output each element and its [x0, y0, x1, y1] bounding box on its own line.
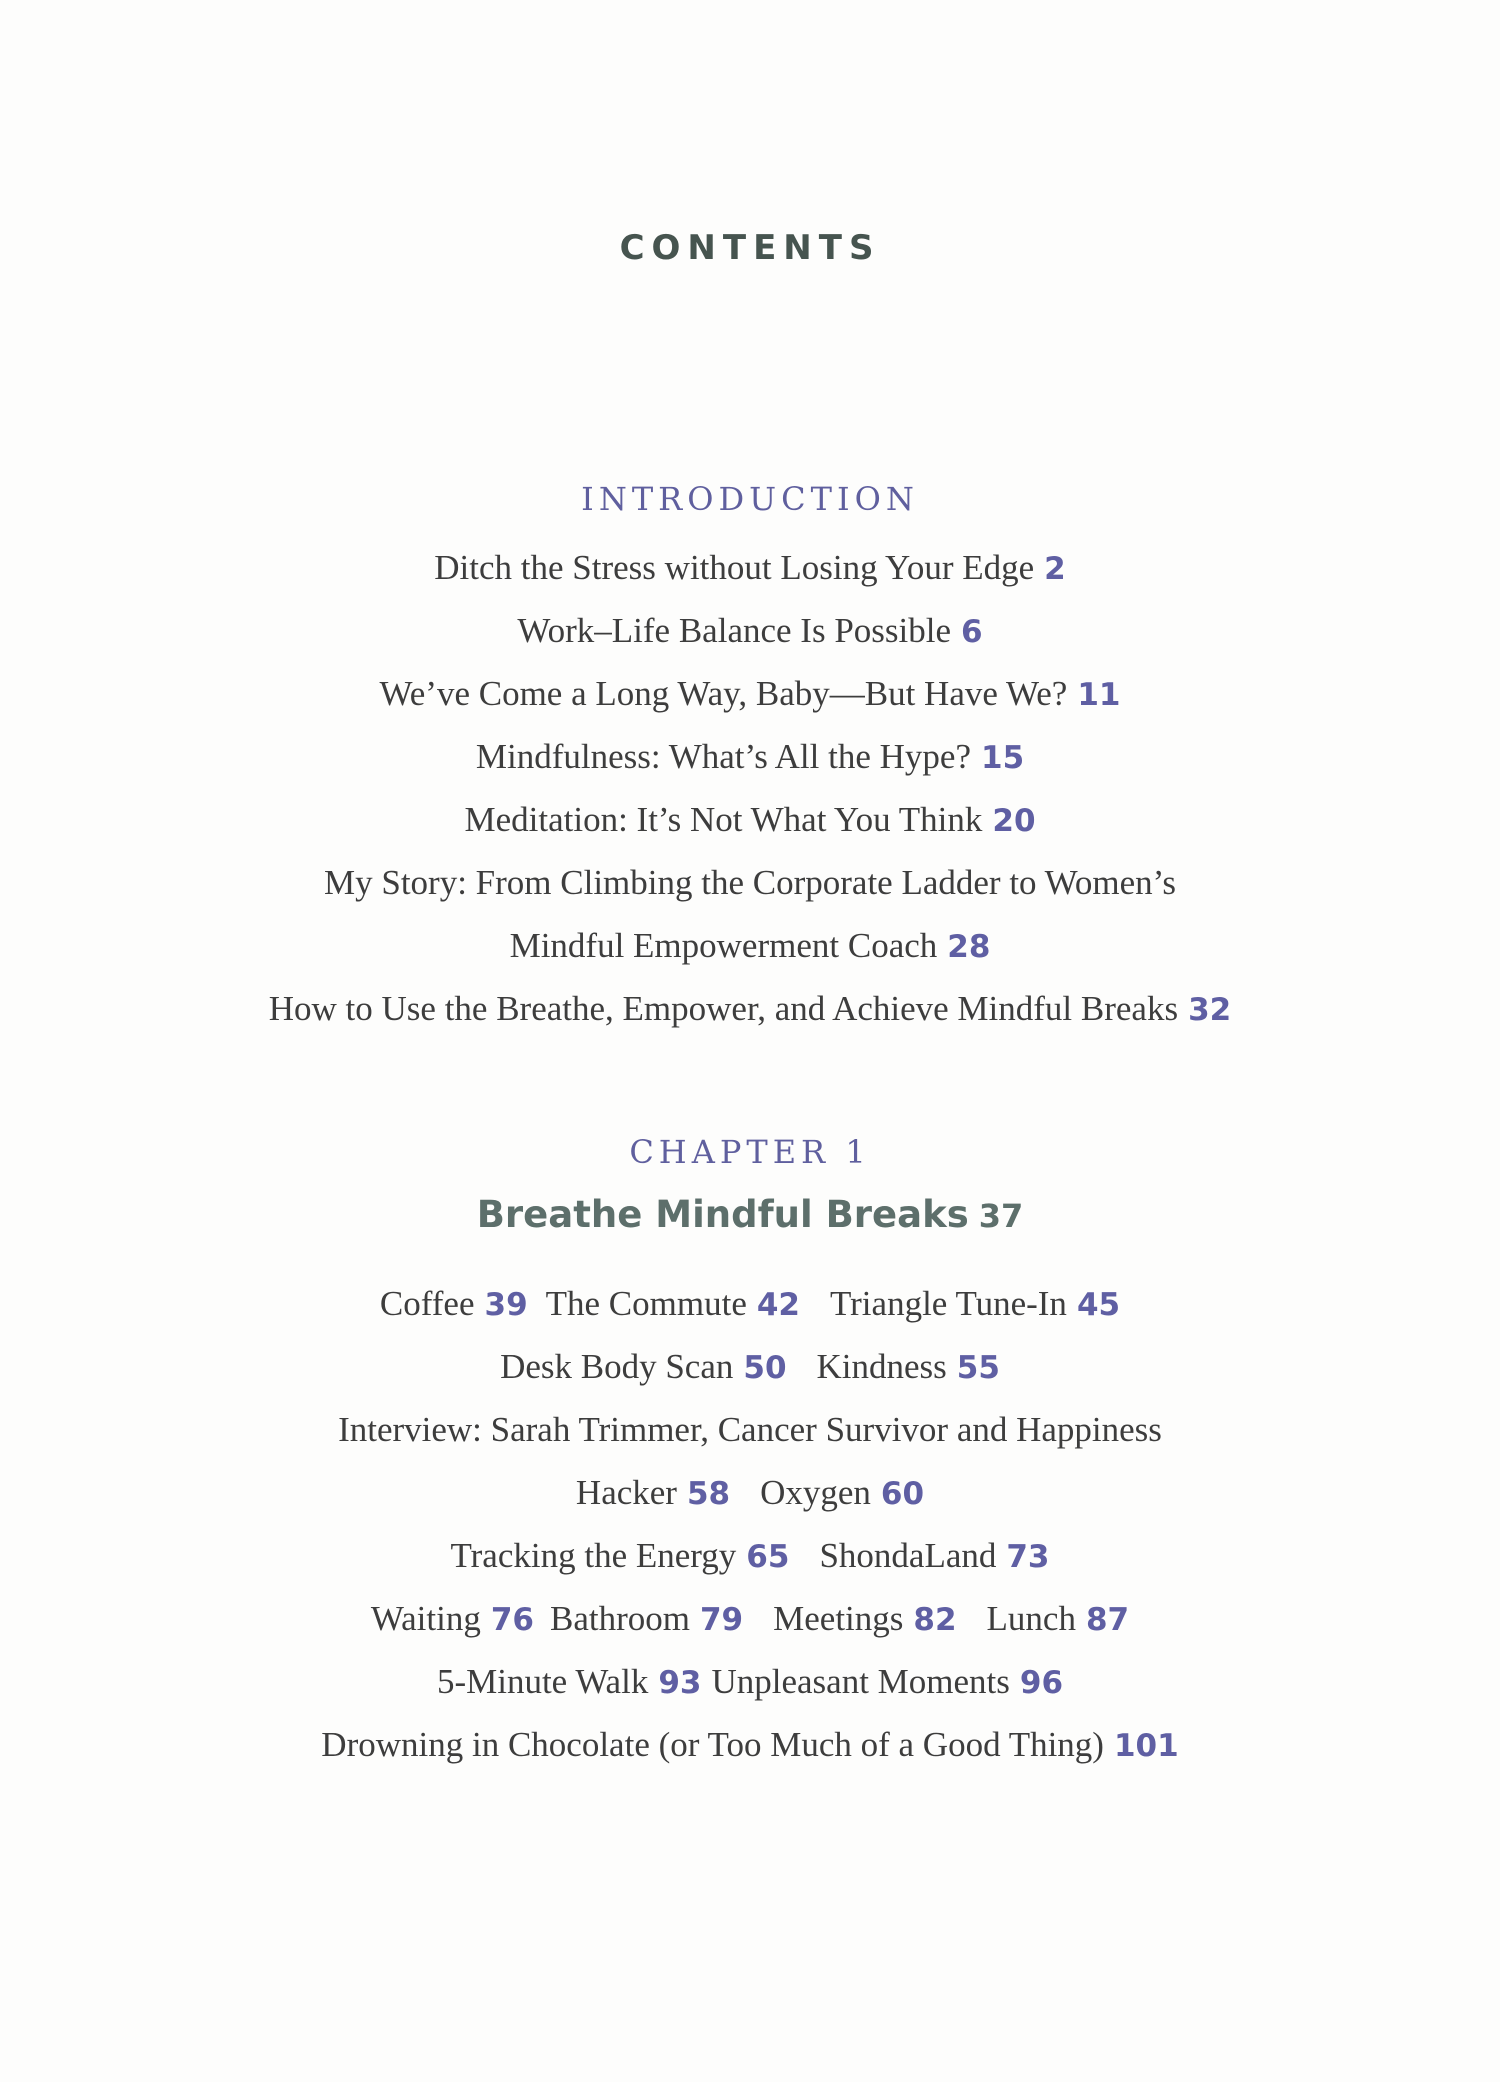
entry-title: Ditch the Stress without Losing Your Edge: [434, 548, 1035, 587]
toc-line: [0, 1713, 1500, 1776]
entry-page-number: 79: [699, 1602, 744, 1638]
toc-entry[interactable]: [773, 1599, 956, 1638]
toc-entry[interactable]: [0, 788, 1500, 851]
chapter-1-section: [0, 1133, 1500, 1776]
toc-line: [0, 1587, 1500, 1650]
entry-title: Lunch: [986, 1599, 1076, 1638]
page-title: CONTENTS: [619, 228, 881, 268]
entry-page-number: 50: [743, 1350, 787, 1386]
entry-title: Hacker: [575, 1473, 677, 1512]
toc-entry[interactable]: [819, 1536, 1049, 1575]
toc-entry[interactable]: [451, 1536, 790, 1575]
entry-title: Coffee: [379, 1284, 475, 1323]
toc-entry[interactable]: [987, 1599, 1130, 1638]
toc-entry[interactable]: [0, 977, 1500, 1040]
entry-title: Triangle Tune-In: [830, 1284, 1067, 1323]
entry-title: Bathroom: [550, 1599, 690, 1638]
entry-page-number: 73: [1006, 1539, 1050, 1575]
entry-title: Meetings: [773, 1599, 904, 1638]
toc-entry[interactable]: [760, 1473, 924, 1512]
toc-line: [0, 1650, 1500, 1713]
toc-line: [0, 1398, 1500, 1461]
entry-page-number: 65: [746, 1539, 790, 1575]
entry-page-number: 15: [981, 740, 1025, 776]
entry-page-number: 45: [1076, 1287, 1121, 1323]
entry-title: We’ve Come a Long Way, Baby—But Have We?: [379, 674, 1068, 713]
chapter-title-text: Breathe Mindful Breaks: [476, 1193, 969, 1236]
toc-entry[interactable]: [817, 1347, 1000, 1386]
entry-page-number: 6: [961, 614, 983, 650]
entry-page-number: 101: [1113, 1728, 1179, 1764]
toc-entry[interactable]: [711, 1662, 1063, 1701]
toc-entry-continued[interactable]: [0, 914, 1500, 977]
toc-entry[interactable]: [0, 662, 1500, 725]
entry-title: Mindful Empowerment Coach: [509, 926, 938, 965]
introduction-section: [0, 480, 1500, 1040]
toc-entry[interactable]: [546, 1284, 800, 1323]
chapter-title[interactable]: [0, 1193, 1500, 1236]
toc-entry-continued[interactable]: [576, 1473, 730, 1512]
entry-title: Waiting: [370, 1599, 481, 1638]
chapter-label: CHAPTER 1: [629, 1133, 871, 1171]
toc-line: [0, 1335, 1500, 1398]
entry-title: How to Use the Breathe, Empower, and Achieve Mindful Breaks: [268, 989, 1179, 1028]
entry-page-number: 96: [1019, 1665, 1064, 1701]
toc-entry[interactable]: [550, 1599, 743, 1638]
toc-entry[interactable]: [830, 1284, 1120, 1323]
entry-title: 5-Minute Walk: [436, 1662, 649, 1701]
entry-page-number: 87: [1085, 1602, 1130, 1638]
entry-title: Meditation: It’s Not What You Think: [464, 800, 983, 839]
toc-line: [0, 1272, 1500, 1335]
entry-page-number: 2: [1044, 551, 1066, 587]
entry-title: Oxygen: [760, 1473, 871, 1512]
toc-entry[interactable]: [321, 1725, 1178, 1764]
entry-page-number: 82: [913, 1602, 957, 1638]
toc-entry[interactable]: [437, 1662, 702, 1701]
toc-entry[interactable]: [0, 851, 1500, 914]
entry-title: Mindfulness: What’s All the Hype?: [475, 737, 971, 776]
entry-title: Drowning in Chocolate (or Too Much of a Good Thing): [321, 1725, 1104, 1764]
entry-page-number: 60: [880, 1476, 925, 1512]
entry-page-number: 28: [947, 929, 991, 965]
entry-page-number: 76: [490, 1602, 534, 1638]
entry-title: Desk Body Scan: [500, 1347, 734, 1386]
toc-entry[interactable]: [380, 1284, 528, 1323]
entry-title: My Story: From Climbing the Corporate Ladder to Women’s: [323, 863, 1176, 902]
entry-page-number: 20: [992, 803, 1036, 839]
entry-title: Tracking the Energy: [450, 1536, 737, 1575]
entry-page-number: 55: [956, 1350, 1000, 1386]
entry-title: The Commute: [545, 1284, 747, 1323]
toc-line: [0, 1461, 1500, 1524]
entry-title: Kindness: [816, 1347, 947, 1386]
entry-page-number: 93: [658, 1665, 702, 1701]
entry-page-number: 39: [484, 1287, 528, 1323]
entry-page-number: 11: [1077, 677, 1121, 713]
toc-entry[interactable]: [0, 599, 1500, 662]
toc-entry[interactable]: [0, 536, 1500, 599]
toc-entry[interactable]: [338, 1410, 1162, 1449]
introduction-label: INTRODUCTION: [581, 480, 919, 518]
entry-title: Work–Life Balance Is Possible: [517, 611, 952, 650]
toc-entry[interactable]: [0, 725, 1500, 788]
entry-page-number: 58: [686, 1476, 731, 1512]
toc-line: [0, 1524, 1500, 1587]
entry-page-number: 32: [1188, 992, 1232, 1028]
toc-entry[interactable]: [500, 1347, 786, 1386]
entry-page-number: 42: [756, 1287, 800, 1323]
chapter-1-list: [0, 1272, 1500, 1776]
entry-title: Unpleasant Moments: [711, 1662, 1010, 1701]
introduction-list: [0, 536, 1500, 1040]
chapter-page-number: 37: [978, 1197, 1024, 1235]
entry-title: Interview: Sarah Trimmer, Cancer Survivor and Happiness: [338, 1410, 1162, 1449]
entry-title: ShondaLand: [819, 1536, 997, 1575]
toc-entry[interactable]: [371, 1599, 534, 1638]
